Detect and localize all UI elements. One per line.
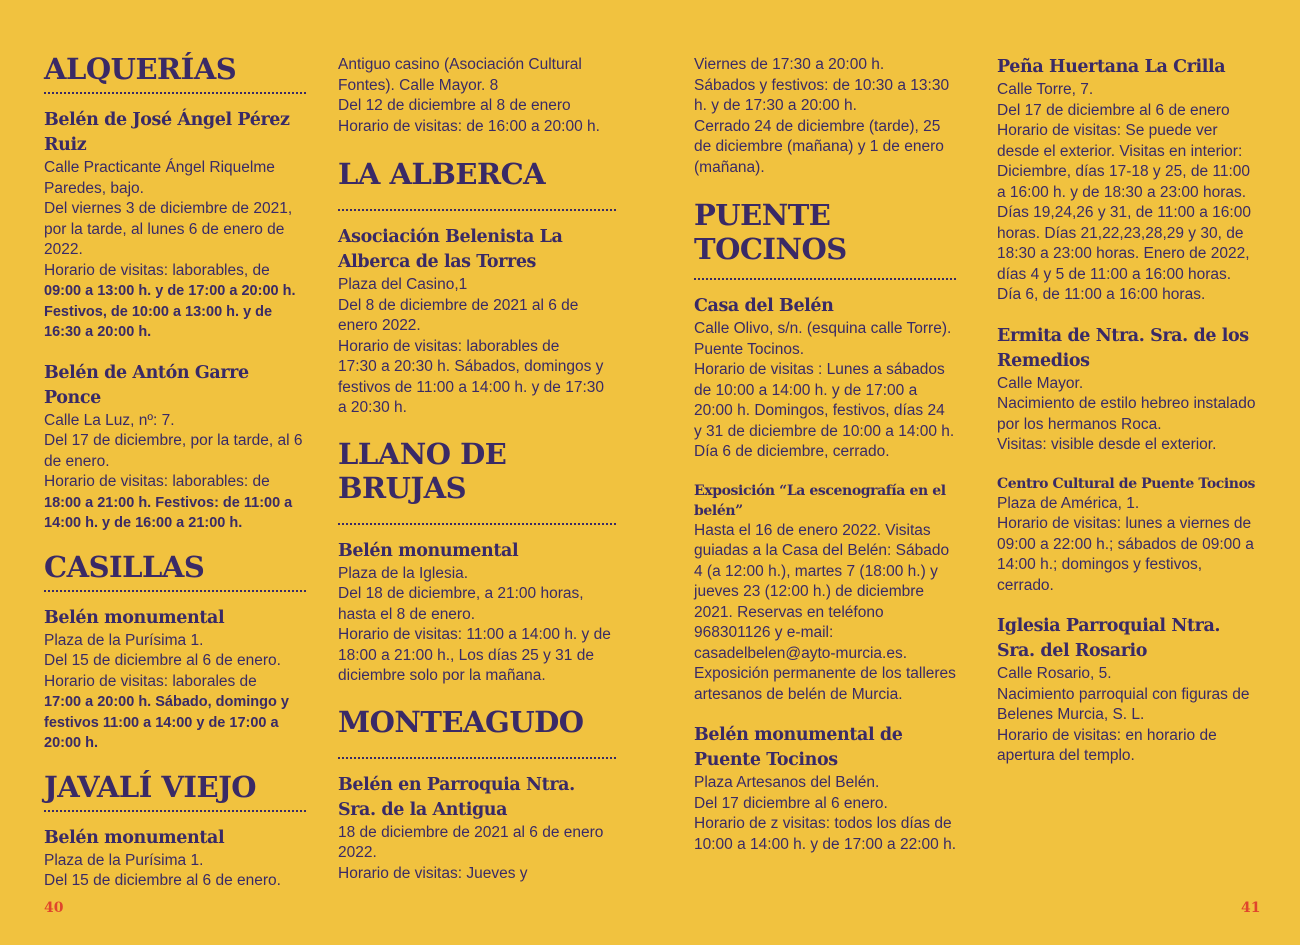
entry-title: Belén monumental	[338, 540, 519, 561]
entry-text: Horario de visitas: Se puede ver desde el exterior. Visitas en interior: Diciembre, días 17-18 y 25, de 11:00 a 16:00 h. y de 18:30 a 23:00 horas. Días 19,24,26 y 31, de 11:00 a 16:00 horas. Días 21,22,23,28,29 y 30, de 18:30 a 23:00 horas. Enero de 2022, días 4 y 5 de 11:00 a 16:00 horas. Día 6, de 11:00 a 16:00 horas.	[997, 122, 1251, 303]
entry-text: Calle Practicante Ángel Riquelme Paredes, bajo.	[44, 159, 275, 197]
entry-text: Plaza de América, 1.	[997, 494, 1140, 512]
entry-text: Horario de visitas: lunes a viernes de 09:00 a 22:00 h.; sábados de 09:00 a 14:00 h.; domingos y festivos, cerrado.	[997, 515, 1254, 594]
entry-title: Centro Cultural de Puente Tocinos	[997, 475, 1256, 492]
entry-text: Horario de visitas: laborables: de	[44, 473, 270, 490]
entry-title: Iglesia Parroquial Ntra. Sra. del Rosario	[997, 616, 1221, 661]
section-heading-puente-tocinos: PUENTE TOCINOS	[694, 198, 847, 266]
entry-text: Del 17 diciembre al 6 enero.	[694, 794, 888, 812]
entry-text: 17:30 a 20:30 h. Sábados, domingos y festivos de 11:00 a 14:00 h. y de 17:30 a 20:30 h.	[338, 358, 604, 416]
entry-text: Plaza Artesanos del Belén.	[694, 774, 880, 791]
section-heading-javali-viejo: JAVALÍ VIEJO	[44, 769, 257, 804]
page-number-right: 41	[1241, 900, 1261, 916]
section-heading-llano-de-brujas: LLANO DE BRUJAS	[338, 436, 507, 505]
entry-text: 18:00 a 21:00 h. Festivos: de 11:00 a 14:00 h. y de 16:00 a 21:00 h.	[44, 494, 293, 531]
entry-title: Ermita de Ntra. Sra. de los Remedios	[997, 325, 1249, 371]
entry-text: 18 de diciembre de 2021 al 6 de enero 2022.	[338, 823, 604, 861]
entry-text: Antiguo casino (Asociación Cultural Fontes). Calle Mayor. 8	[338, 56, 582, 94]
entry-title: Belén monumental	[44, 827, 225, 848]
entry-text: Hasta el 16 de enero 2022. Visitas guiadas a la Casa del Belén: Sábado 4 (a 12:00 h.), martes 7 (18:00 h.) y jueves 23 (12:00 h.) de diciembre 2021. Reservas en teléfono 968301126 y e-mail: casadelbelen@ayto-murcia.es. Exposición permanente de los talleres artesanos de belén de Murcia.	[694, 521, 956, 703]
entry-title: Casa del Belén	[694, 296, 834, 316]
entry-text: Calle Olivo, s/n. (esquina calle Torre). Puente Tocinos.	[694, 320, 952, 358]
section-heading-la-alberca: LA ALBERCA	[338, 157, 546, 191]
entry-title: Belén monumental de Puente Tocinos	[694, 725, 903, 770]
section-heading-casillas: CASILLAS	[44, 549, 205, 584]
entry-text: Cerrado 24 de diciembre (tarde), 25 de diciembre (mañana) y 1 de enero (mañana).	[694, 117, 944, 176]
entry-title: Exposición “La escenografía en el belén”	[694, 482, 946, 519]
entry-text: Nacimiento parroquial con figuras de Belenes Murcia, S. L.	[997, 685, 1250, 723]
dotted-divider	[338, 757, 616, 759]
column-4	[997, 55, 1259, 767]
entry-text: Nacimiento de estilo hebreo instalado por los hermanos Roca.	[997, 395, 1256, 433]
entry-text: 17:00 a 20:00 h. Sábado, domingo y festivos 11:00 a 14:00 y de 17:00 a 20:00 h.	[44, 694, 289, 751]
entry-text: Del 15 de diciembre al 6 de enero.	[44, 872, 281, 889]
entry-text: Horario de visitas: Jueves y	[338, 864, 528, 882]
entry-title: Belén de Antón Garre Ponce	[44, 362, 249, 408]
entry-title: Belén en Parroquia Ntra. Sra. de la Antigua	[338, 774, 575, 820]
column-3	[694, 55, 956, 855]
entry-text: Del 8 de diciembre de 2021 al 6 de enero 2022.	[338, 296, 579, 334]
dotted-divider	[44, 810, 306, 812]
entry-text: Horario de z visitas: todos los días de 10:00 a 14:00 h. y de 17:00 a 22:00 h.	[694, 815, 956, 853]
section-heading-alquerias: ALQUERÍAS	[44, 52, 237, 86]
entry-text: Calle Torre, 7.	[997, 81, 1094, 98]
entry-text: Plaza de la Purísima 1.	[44, 631, 204, 649]
dotted-divider	[44, 590, 306, 592]
entry-text: Calle La Luz, nº: 7.	[44, 411, 175, 429]
dotted-divider	[338, 209, 616, 211]
page-number-left: 40	[44, 900, 64, 916]
entry-title: Peña Huertana La Crilla	[997, 57, 1226, 77]
entry-text: Del 15 de diciembre al 6 de enero.	[44, 652, 281, 669]
entry-text: Calle Mayor.	[997, 374, 1084, 392]
entry-text: Viernes de 17:30 a 20:00 h.	[694, 56, 885, 73]
entry-title: Belén monumental	[44, 607, 225, 628]
entry-text: Plaza del Casino,1	[338, 276, 468, 293]
dotted-divider	[694, 278, 956, 280]
entry-text: Del viernes 3 de diciembre de 2021, por la tarde, al lunes 6 de enero de 2022.	[44, 200, 293, 258]
entry-title: Belén de José Ángel Pérez Ruiz	[44, 110, 290, 155]
entry-text: Calle Rosario, 5.	[997, 665, 1112, 682]
entry-text: Plaza de la Purísima 1.	[44, 851, 204, 869]
dotted-divider	[338, 523, 616, 525]
column-1	[44, 52, 306, 892]
entry-text: Horario de visitas: de 16:00 a 20:00 h.	[338, 117, 600, 135]
section-heading-monteagudo: MONTEAGUDO	[338, 704, 584, 739]
entry-text: Sábados y festivos: de 10:30 a 13:30 h. y de 17:30 a 20:00 h.	[694, 76, 950, 114]
entry-text: Horario de visitas: en horario de apertura del templo.	[997, 726, 1217, 764]
dotted-divider	[44, 92, 306, 94]
entry-text: Plaza de la Iglesia.	[338, 564, 469, 582]
entry-text: Horario de visitas: 11:00 a 14:00 h. y de 18:00 a 21:00 h., Los días 25 y 31 de diciembre solo por la mañana.	[338, 626, 611, 684]
entry-text: Horario de visitas : Lunes a sábados de 10:00 a 14:00 h. y de 17:00 a 20:00 h. Domingos, festivos, días 24 y 31 de diciembre de 10:00 a 14:00 h. Día 6 de diciembre, cerrado.	[694, 361, 955, 460]
entry-text: Del 12 de diciembre al 8 de enero	[338, 97, 571, 114]
entry-text: Del 17 de diciembre al 6 de enero	[997, 101, 1230, 119]
entry-title: Asociación Belenista La Alberca de las Torres	[338, 227, 563, 272]
entry-text: Horario de visitas: laborales de	[44, 672, 257, 690]
entry-text: Del 18 de diciembre, a 21:00 horas, hasta el 8 de enero.	[338, 585, 584, 623]
entry-text: 09:00 a 13:00 h. y de 17:00 a 20:00 h. Festivos, de 10:00 a 13:00 h. y de 16:30 a 20:00 h.	[44, 283, 296, 340]
entry-text: Horario de visitas: laborables, de	[44, 261, 270, 279]
entry-text: Horario de visitas: laborables de	[338, 337, 560, 355]
column-2	[338, 55, 616, 884]
entry-text: Del 17 de diciembre, por la tarde, al 6 de enero.	[44, 432, 303, 470]
entry-text: Visitas: visible desde el exterior.	[997, 436, 1217, 453]
